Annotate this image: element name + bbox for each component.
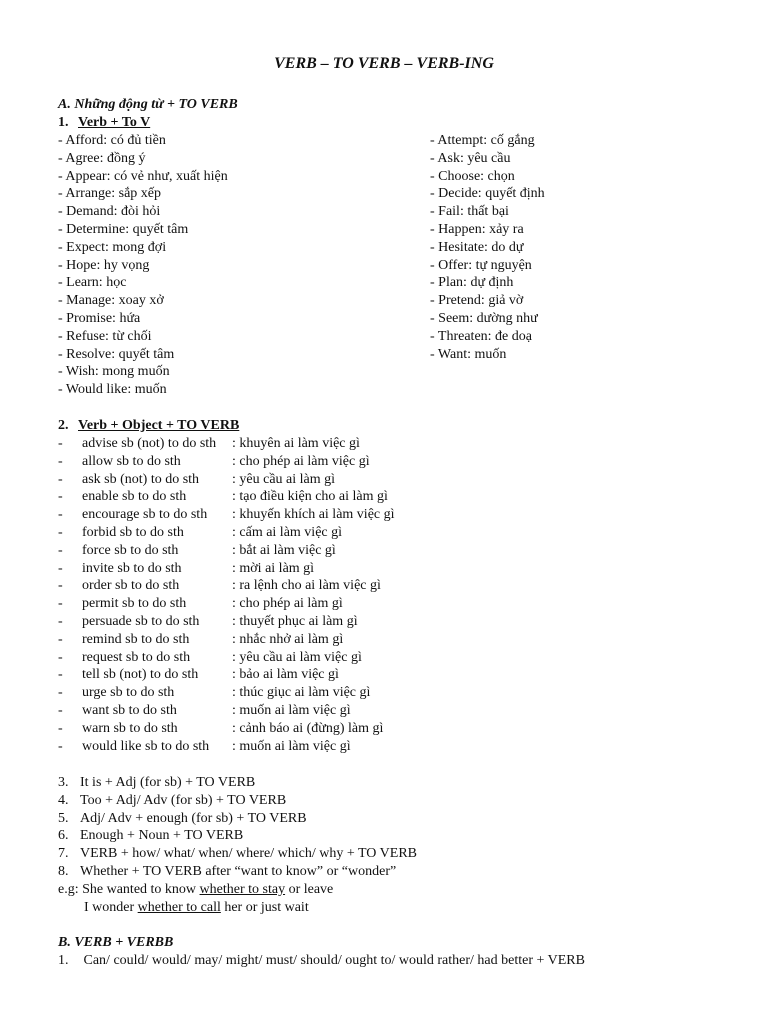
subsection-1-number: 1.: [58, 115, 69, 130]
verb-item: - Determine: quyết tâm: [58, 221, 189, 237]
rule-item: [58, 774, 417, 792]
rule-text: Whether + TO VERB after “want to know” or “wonder”: [80, 863, 397, 879]
list-dash: -: [58, 542, 63, 558]
verb-item: - Expect: mong đợi: [58, 239, 167, 255]
list-dash: -: [58, 667, 63, 683]
verb-pattern: encourage sb to do sth: [82, 507, 208, 523]
example-1-underlined: whether to stay: [199, 882, 286, 897]
verb-object-item: [58, 738, 395, 756]
verb-object-item: [58, 720, 395, 738]
verb-item: - Afford: có đủ tiền: [58, 133, 166, 148]
section-b-rule-number: 1.: [58, 953, 69, 968]
verb-pattern: tell sb (not) to do sth: [82, 667, 199, 683]
verb-meaning: : ra lệnh cho ai làm việc gì: [232, 578, 381, 594]
verb-object-item: [58, 506, 395, 524]
verb-object-item: [58, 453, 395, 471]
verb-pattern: request sb to do sth: [82, 649, 191, 665]
example-1-text: e.g: She wanted to know: [58, 882, 200, 897]
verb-meaning: : bắt ai làm việc gì: [232, 542, 336, 558]
subsection-2-heading: [58, 417, 239, 435]
verb-item: - Threaten: đe doạ: [430, 328, 532, 344]
verb-meaning: : thuyết phục ai làm gì: [232, 613, 358, 629]
verb-item: - Demand: đòi hỏi: [58, 204, 161, 220]
verb-item: - Agree: đồng ý: [58, 150, 146, 166]
verb-object-item: [58, 560, 395, 578]
verb-meaning: : muốn ai làm việc gì: [232, 738, 351, 754]
verb-item: - Ask: yêu cầu: [430, 150, 511, 166]
verb-item: - Manage: xoay xở: [58, 293, 164, 309]
section-b-rule: [58, 952, 585, 970]
list-dash: -: [58, 613, 63, 629]
section-b-rule-row: [58, 952, 585, 970]
verb-pattern: invite sb to do sth: [82, 560, 182, 576]
verb-item: - Hesitate: do dự: [430, 239, 524, 255]
rule-item: [58, 863, 417, 881]
verb-item: - Offer: tự nguyện: [430, 257, 532, 273]
list-dash: -: [58, 507, 63, 523]
list-dash: -: [58, 631, 63, 647]
verb-item: - Pretend: giả vờ: [430, 293, 524, 309]
rule-number: 8.: [58, 863, 69, 879]
example-1-text-end: or leave: [285, 882, 334, 897]
verb-meaning: : khuyên ai làm việc gì: [232, 436, 360, 451]
verb-list-right: [430, 132, 545, 363]
verb-object-item: [58, 488, 395, 506]
subsection-1-label: Verb + To V: [78, 115, 151, 130]
verb-object-item: [58, 595, 395, 613]
verb-meaning: : yêu cầu ai làm gì: [232, 471, 336, 487]
rule-item: [58, 792, 417, 810]
rule-number: 3.: [58, 775, 69, 790]
verb-pattern: remind sb to do sth: [82, 631, 190, 647]
verb-item: - Hope: hy vọng: [58, 257, 150, 273]
verb-item: - Want: muốn: [430, 346, 507, 362]
verb-meaning: : khuyến khích ai làm việc gì: [232, 507, 395, 523]
verb-item: - Appear: có vẻ như, xuất hiện: [58, 168, 228, 184]
verb-meaning: : tạo điều kiện cho ai làm gì: [232, 489, 388, 505]
verb-pattern: persuade sb to do sth: [82, 613, 200, 629]
rule-text: It is + Adj (for sb) + TO VERB: [80, 775, 256, 790]
verb-object-item: [58, 435, 395, 453]
verb-meaning: : bảo ai làm việc gì: [232, 667, 339, 683]
example-2-underlined: whether to call: [137, 899, 221, 915]
list-dash: -: [58, 436, 63, 451]
verb-object-list: [58, 435, 395, 755]
list-dash: -: [58, 720, 63, 736]
verb-object-item: [58, 666, 395, 684]
verb-item: - Would like: muốn: [58, 382, 167, 398]
list-dash: -: [58, 649, 63, 665]
verb-item: - Plan: dự định: [430, 275, 514, 291]
verb-item: - Resolve: quyết tâm: [58, 346, 175, 362]
list-dash: -: [58, 560, 63, 576]
subsection-2-label: Verb + Object + TO VERB: [78, 418, 240, 433]
verb-item: - Fail: thất bại: [430, 204, 509, 220]
verb-object-item: [58, 524, 395, 542]
verb-pattern: enable sb to do sth: [82, 489, 187, 505]
rules-list: [58, 774, 417, 881]
verb-object-item: [58, 702, 395, 720]
verb-object-item: [58, 649, 395, 667]
subsection-2-number: 2.: [58, 418, 69, 433]
section-b-heading: B. VERB + VERBB: [58, 935, 174, 950]
verb-meaning: : mời ai làm gì: [232, 560, 315, 576]
list-dash: -: [58, 453, 63, 469]
verb-item: - Arrange: sắp xếp: [58, 186, 162, 202]
list-dash: -: [58, 524, 63, 540]
verb-pattern: forbid sb to do sth: [82, 524, 184, 540]
verb-item: - Attempt: cố gắng: [430, 133, 535, 148]
verb-meaning: : thúc giục ai làm việc gì: [232, 685, 371, 701]
page-title: VERB – TO VERB – VERB-ING: [274, 55, 494, 72]
verb-pattern: want sb to do sth: [82, 702, 177, 718]
list-dash: -: [58, 685, 63, 701]
verb-meaning: : cho phép ai làm việc gì: [232, 453, 370, 469]
verb-item: - Happen: xảy ra: [430, 221, 524, 237]
example-2-text-end: her or just wait: [220, 899, 309, 915]
verb-meaning: : nhắc nhở ai làm gì: [232, 631, 344, 647]
list-dash: -: [58, 738, 63, 754]
verb-item: - Seem: dường như: [430, 310, 538, 326]
verb-pattern: would like sb to do sth: [82, 738, 210, 754]
verb-object-item: [58, 631, 395, 649]
rule-number: 7.: [58, 846, 69, 862]
verb-meaning: : yêu cầu ai làm việc gì: [232, 649, 362, 665]
verb-item: - Wish: mong muốn: [58, 364, 170, 380]
list-dash: -: [58, 471, 63, 487]
verb-item: - Choose: chọn: [430, 168, 515, 184]
section-a-heading: A. Những động từ + TO VERB: [58, 97, 238, 112]
section-b-rule-text: Can/ could/ would/ may/ might/ must/ should/ ought to/ would rather/ had better + VERB: [83, 953, 585, 968]
verb-pattern: order sb to do sth: [82, 578, 180, 594]
example-2-text: I wonder: [84, 899, 138, 915]
list-dash: -: [58, 489, 63, 505]
verb-meaning: : cấm ai làm việc gì: [232, 524, 343, 540]
verb-item: - Promise: hứa: [58, 310, 141, 326]
verb-pattern: warn sb to do sth: [82, 720, 178, 736]
verb-object-item: [58, 613, 395, 631]
list-dash: -: [58, 702, 63, 718]
rule-item: [58, 810, 417, 828]
rule-text: VERB + how/ what/ when/ where/ which/ why + TO VERB: [80, 846, 417, 862]
verb-pattern: advise sb (not) to do sth: [82, 436, 217, 451]
list-dash: -: [58, 578, 63, 594]
rule-item: [58, 827, 417, 845]
verb-meaning: : muốn ai làm việc gì: [232, 702, 351, 718]
rule-text: Adj/ Adv + enough (for sb) + TO VERB: [80, 810, 307, 826]
rule-item: [58, 845, 417, 863]
verb-object-item: [58, 577, 395, 595]
rule-number: 5.: [58, 810, 69, 826]
verb-pattern: allow sb to do sth: [82, 453, 181, 469]
verb-pattern: ask sb (not) to do sth: [82, 471, 200, 487]
example-line-2: [58, 899, 333, 917]
verb-object-item: [58, 471, 395, 489]
rule-number: 4.: [58, 792, 69, 808]
verb-list-left: [58, 132, 228, 399]
example-block: [58, 881, 333, 917]
verb-object-item: [58, 684, 395, 702]
verb-meaning: : cho phép ai làm gì: [232, 596, 343, 612]
rule-text: Enough + Noun + TO VERB: [80, 828, 244, 844]
list-dash: -: [58, 596, 63, 612]
verb-item: - Decide: quyết định: [430, 186, 545, 202]
verb-pattern: force sb to do sth: [82, 542, 179, 558]
verb-meaning: : cảnh báo ai (đừng) làm gì: [232, 720, 384, 736]
subsection-1-heading: [58, 114, 150, 132]
rule-text: Too + Adj/ Adv (for sb) + TO VERB: [80, 792, 287, 808]
verb-item: - Refuse: từ chối: [58, 328, 152, 344]
rule-number: 6.: [58, 828, 69, 844]
verb-object-item: [58, 542, 395, 560]
verb-pattern: permit sb to do sth: [82, 596, 187, 612]
verb-item: - Learn: học: [58, 275, 127, 291]
verb-pattern: urge sb to do sth: [82, 685, 175, 701]
example-line-1: [58, 881, 333, 899]
